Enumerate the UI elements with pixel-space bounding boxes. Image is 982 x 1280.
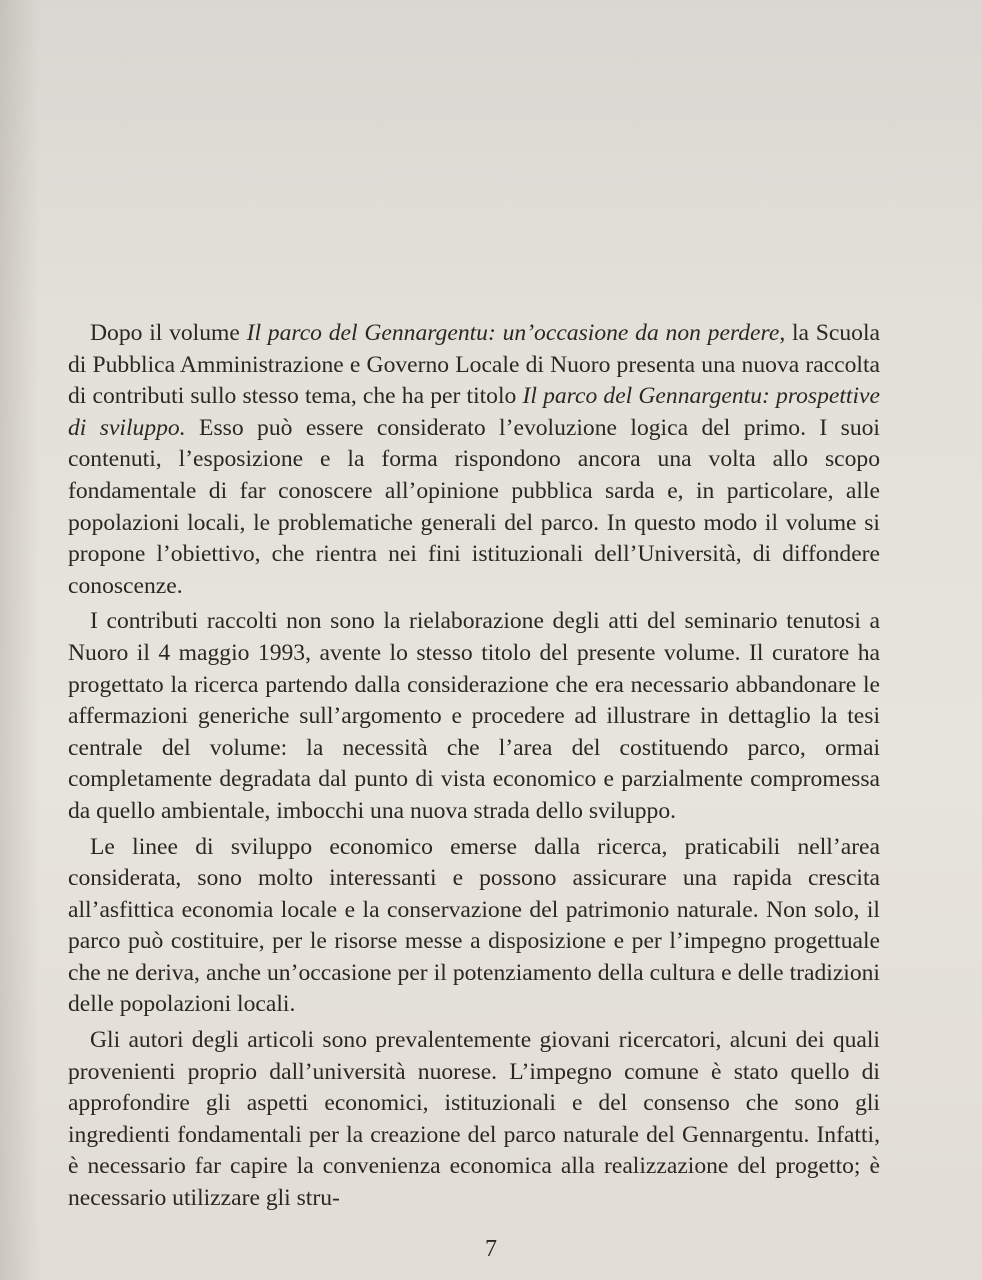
text-run: Gli autori degli articoli sono prevalentemente giovani ricercatori, alcuni dei quali provenienti proprio dall’università nuorese. L’impegno comune è stato quello di approfondire gli aspetti economici, istituzionali e del consenso che sono gli ingredienti fondamentali per la creazione del parco naturale del Gennargentu. Infatti, è necessario far capire la convenienza economica alla realizzazione del progetto; è necessario utilizzare gli stru- xyxy=(68,1027,880,1212)
text-run: I contributi raccolti non sono la rielaborazione degli atti del seminario tenutosi a Nuoro il 4 maggio 1993, avente lo stesso titolo del presente volume. Il curatore ha progettato la ricerca partendo dalla considerazione che era necessario abbandonare le affermazioni generiche sull’argomento e procedere ad illustrare in dettaglio la tesi centrale del volume: la necessità che l’area del costituendo parco, ormai completamente degradata dal punto di vista economico e parzialmente compromessa da quello ambientale, imbocchi una nuova strada dello sviluppo. xyxy=(68,608,880,824)
text-run: Le linee di sviluppo economico emerse dalla ricerca, praticabili nell’area considerata, sono molto interessanti e possono assicurare una rapida crescita all’asfittica economia locale e la conservazione del patrimonio naturale. Non solo, il parco può costituire, per le risorse messe a disposizione e per l’impegno progettuale che ne deriva, anche un’occasione per il potenziamento della cultura e delle tradizioni delle popolazioni locali. xyxy=(68,833,880,1018)
book-title-italic: Il parco del Gennargentu: prospettive di sviluppo. xyxy=(68,383,880,441)
text-run: Dopo il volume xyxy=(90,320,247,346)
body-text xyxy=(68,318,880,1219)
book-title-italic: Il parco del Gennargentu: un’occasione da non perdere xyxy=(246,320,780,346)
page-gutter-shadow xyxy=(0,0,40,1280)
paragraph-2 xyxy=(68,606,880,827)
paragraph-3 xyxy=(68,832,880,1022)
paragraph-4 xyxy=(68,1025,880,1215)
page-number: 7 xyxy=(485,1236,497,1262)
paragraph-1 xyxy=(68,318,880,602)
text-run: Esso può essere considerato l’evoluzione logica del primo. I suoi contenuti, l’esposizione e la forma rispondono ancora una volta allo scopo fondamentale di far conoscere all’opinione pubblica sarda e, in particolare, alle popolazioni locali, le problematiche generali del parco. In questo modo il volume si propone l’obiettivo, che rientra nei fini istituzionali dell’Università, di diffondere conoscenze. xyxy=(68,414,880,599)
text-run: , la Scuola di Pubblica Amministrazione e Governo Locale di Nuoro presenta una nuova raccolta di contributi sullo stesso tema, che ha per titolo xyxy=(68,320,880,410)
